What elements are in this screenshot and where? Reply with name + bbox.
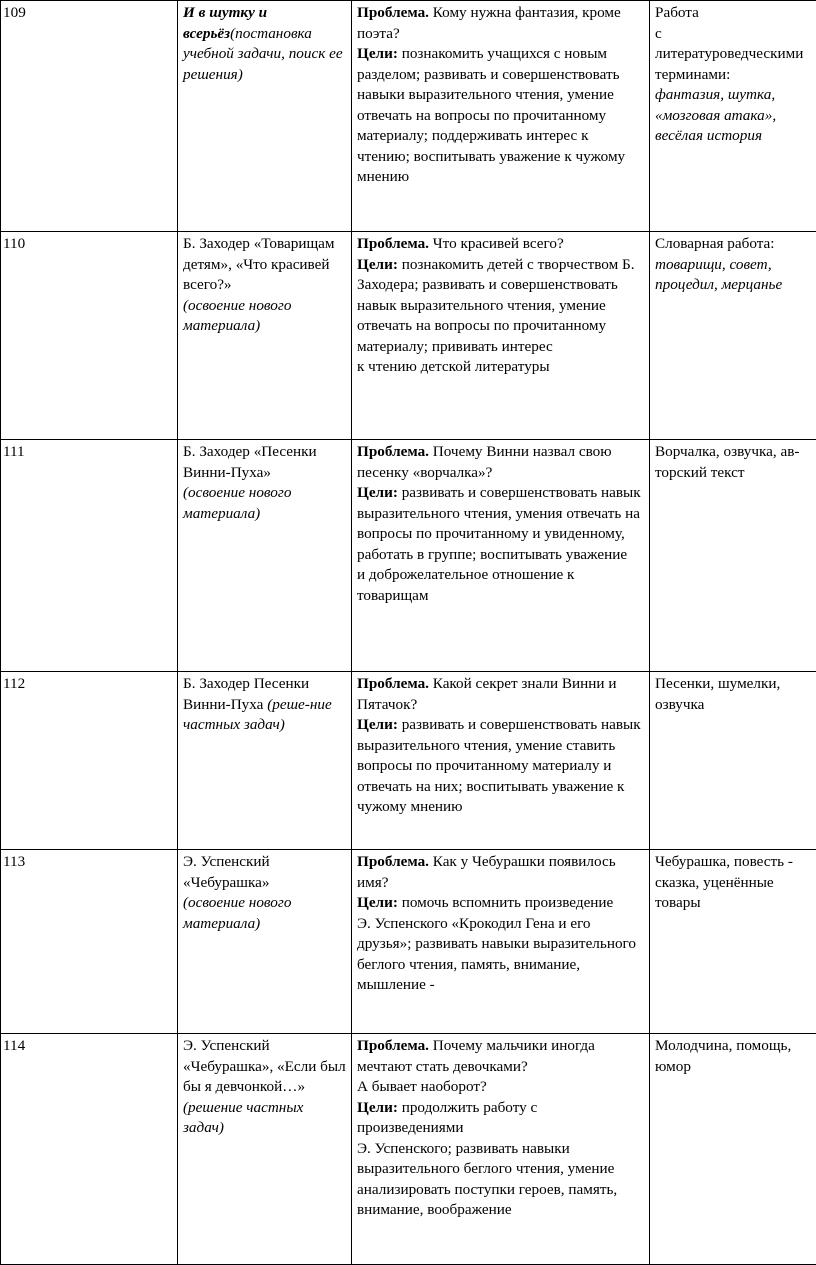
lesson-vocabulary bbox=[650, 850, 816, 1034]
text-run: познакомить детей с творчеством Б. Заходера; развивать и совершенствовать навык выразительного чтения, умение отвечать на вопросы по прочитанному материалу; прививать интерес bbox=[357, 256, 635, 355]
text-run: Ворчалка, озвучка, ав-торский текст bbox=[655, 443, 799, 481]
text-run: продолжить работу с произведениями bbox=[357, 1099, 537, 1137]
lesson-number: 112 bbox=[1, 672, 178, 850]
lesson-number: 109 bbox=[1, 1, 178, 232]
lesson-vocabulary bbox=[650, 672, 816, 850]
text-run: Проблема. bbox=[357, 4, 429, 21]
text-run: Что красивей всего? bbox=[429, 235, 564, 252]
lesson-topic bbox=[178, 1034, 352, 1265]
lesson-vocabulary bbox=[650, 1, 816, 232]
text-run: Проблема. bbox=[357, 853, 429, 870]
text-run: (реше-ние частных задач) bbox=[183, 696, 332, 734]
text-run: Проблема. bbox=[357, 675, 429, 692]
text-run: (освоение нового материала) bbox=[183, 297, 291, 335]
text-run: Э. Успенского «Крокодил Гена и его друзья»; развивать навыки выразительного беглого чтения, память, внимание, мышление - bbox=[357, 915, 636, 994]
table-row bbox=[1, 1034, 816, 1265]
text-run: Кому нужна фантазия, кроме поэта? bbox=[357, 4, 621, 42]
text-run: и доброжелательное отношение к товарищам bbox=[357, 566, 574, 604]
text-run: Чебурашка, повесть - сказка, уценённые товары bbox=[655, 853, 793, 911]
text-run: Э. Успенского; развивать навыки выразительного беглого чтения, умение анализировать поступки героев, память, внимание, воображение bbox=[357, 1140, 617, 1219]
text-run: к чтению детской литературы bbox=[357, 358, 550, 375]
table-row bbox=[1, 440, 816, 672]
lesson-vocabulary bbox=[650, 1034, 816, 1265]
text-run: (постановка учебной задачи, поиск ее решения) bbox=[183, 25, 343, 83]
text-run: Проблема. bbox=[357, 235, 429, 252]
text-run: Цели: bbox=[357, 256, 398, 273]
text-run: товарищи, совет, процедил, мерцанье bbox=[655, 256, 782, 294]
text-run: развивать и совершенствовать навык выразительного чтения, умения отвечать на вопросы по прочитанному и увиденному, работать в группе; воспитывать уважение bbox=[357, 484, 641, 563]
text-run: литературоведческими терминами: bbox=[655, 45, 803, 83]
text-run: Какой секрет знали Винни и Пятачок? bbox=[357, 675, 616, 713]
lesson-goals bbox=[352, 850, 650, 1034]
lesson-goals bbox=[352, 1, 650, 232]
table-row bbox=[1, 850, 816, 1034]
text-run: (решение частных задач) bbox=[183, 1099, 303, 1137]
text-run: Б. Заходер «Песенки Винни-Пуха» bbox=[183, 443, 317, 481]
text-run: (освоение нового материала) bbox=[183, 484, 291, 522]
text-run: Молодчина, помощь, юмор bbox=[655, 1037, 791, 1075]
lesson-topic bbox=[178, 850, 352, 1034]
lesson-vocabulary bbox=[650, 440, 816, 672]
text-run: Работа bbox=[655, 4, 699, 21]
lesson-number: 114 bbox=[1, 1034, 178, 1265]
text-run: Почему Винни назвал свою песенку «ворчалка»? bbox=[357, 443, 612, 481]
lesson-number: 113 bbox=[1, 850, 178, 1034]
text-run: (освоение нового материала) bbox=[183, 894, 291, 932]
text-run: Цели: bbox=[357, 894, 398, 911]
table-body bbox=[1, 1, 816, 1265]
text-run: Б. Заходер Песенки Винни-Пуха bbox=[183, 675, 309, 713]
text-run: развивать и совершенствовать навык выразительного чтения, умение ставить вопросы по прочитанному материалу и отвечать на них; воспитывать уважение к чужому мнению bbox=[357, 716, 641, 815]
lesson-vocabulary bbox=[650, 232, 816, 440]
lesson-topic bbox=[178, 672, 352, 850]
text-run: Цели: bbox=[357, 1099, 398, 1116]
text-run: Песенки, шумелки, озвучка bbox=[655, 675, 780, 713]
text-run: Почему мальчики иногда мечтают стать девочками? bbox=[357, 1037, 595, 1075]
lesson-goals bbox=[352, 672, 650, 850]
text-run: Проблема. bbox=[357, 443, 429, 460]
lesson-number: 111 bbox=[1, 440, 178, 672]
lesson-topic bbox=[178, 232, 352, 440]
lesson-goals bbox=[352, 1034, 650, 1265]
table-row bbox=[1, 232, 816, 440]
text-run: познакомить учащихся с новым разделом; развивать и совершенствовать навыки выразительного чтения, умение отвечать на вопросы по прочитанному материалу; поддерживать интерес к чтению; воспитывать уважение к чужому мнению bbox=[357, 45, 625, 185]
lesson-goals bbox=[352, 440, 650, 672]
text-run: Проблема. bbox=[357, 1037, 429, 1054]
text-run: А бывает наоборот? bbox=[357, 1078, 487, 1095]
text-run: Э. Успенский «Чебурашка», «Если был бы я девчонкой…» bbox=[183, 1037, 346, 1095]
table-row bbox=[1, 672, 816, 850]
text-run: И в шутку и всерьёз bbox=[183, 4, 267, 42]
text-run: Цели: bbox=[357, 484, 398, 501]
lesson-topic bbox=[178, 1, 352, 232]
text-run: Цели: bbox=[357, 716, 398, 733]
lesson-topic bbox=[178, 440, 352, 672]
text-run: фантазия, шутка, «мозговая атака», весёлая история bbox=[655, 86, 776, 144]
text-run: Э. Успенский «Чебурашка» bbox=[183, 853, 270, 891]
text-run: помочь вспомнить произведение bbox=[398, 894, 613, 911]
lesson-number: 110 bbox=[1, 232, 178, 440]
table-row bbox=[1, 1, 816, 232]
lesson-goals bbox=[352, 232, 650, 440]
text-run: Цели: bbox=[357, 45, 398, 62]
text-run: с bbox=[655, 25, 662, 42]
text-run: Словарная работа: bbox=[655, 235, 775, 252]
text-run: Как у Чебурашки появилось имя? bbox=[357, 853, 616, 891]
text-run: Б. Заходер «Товарищам детям», «Что красивей всего?» bbox=[183, 235, 335, 293]
